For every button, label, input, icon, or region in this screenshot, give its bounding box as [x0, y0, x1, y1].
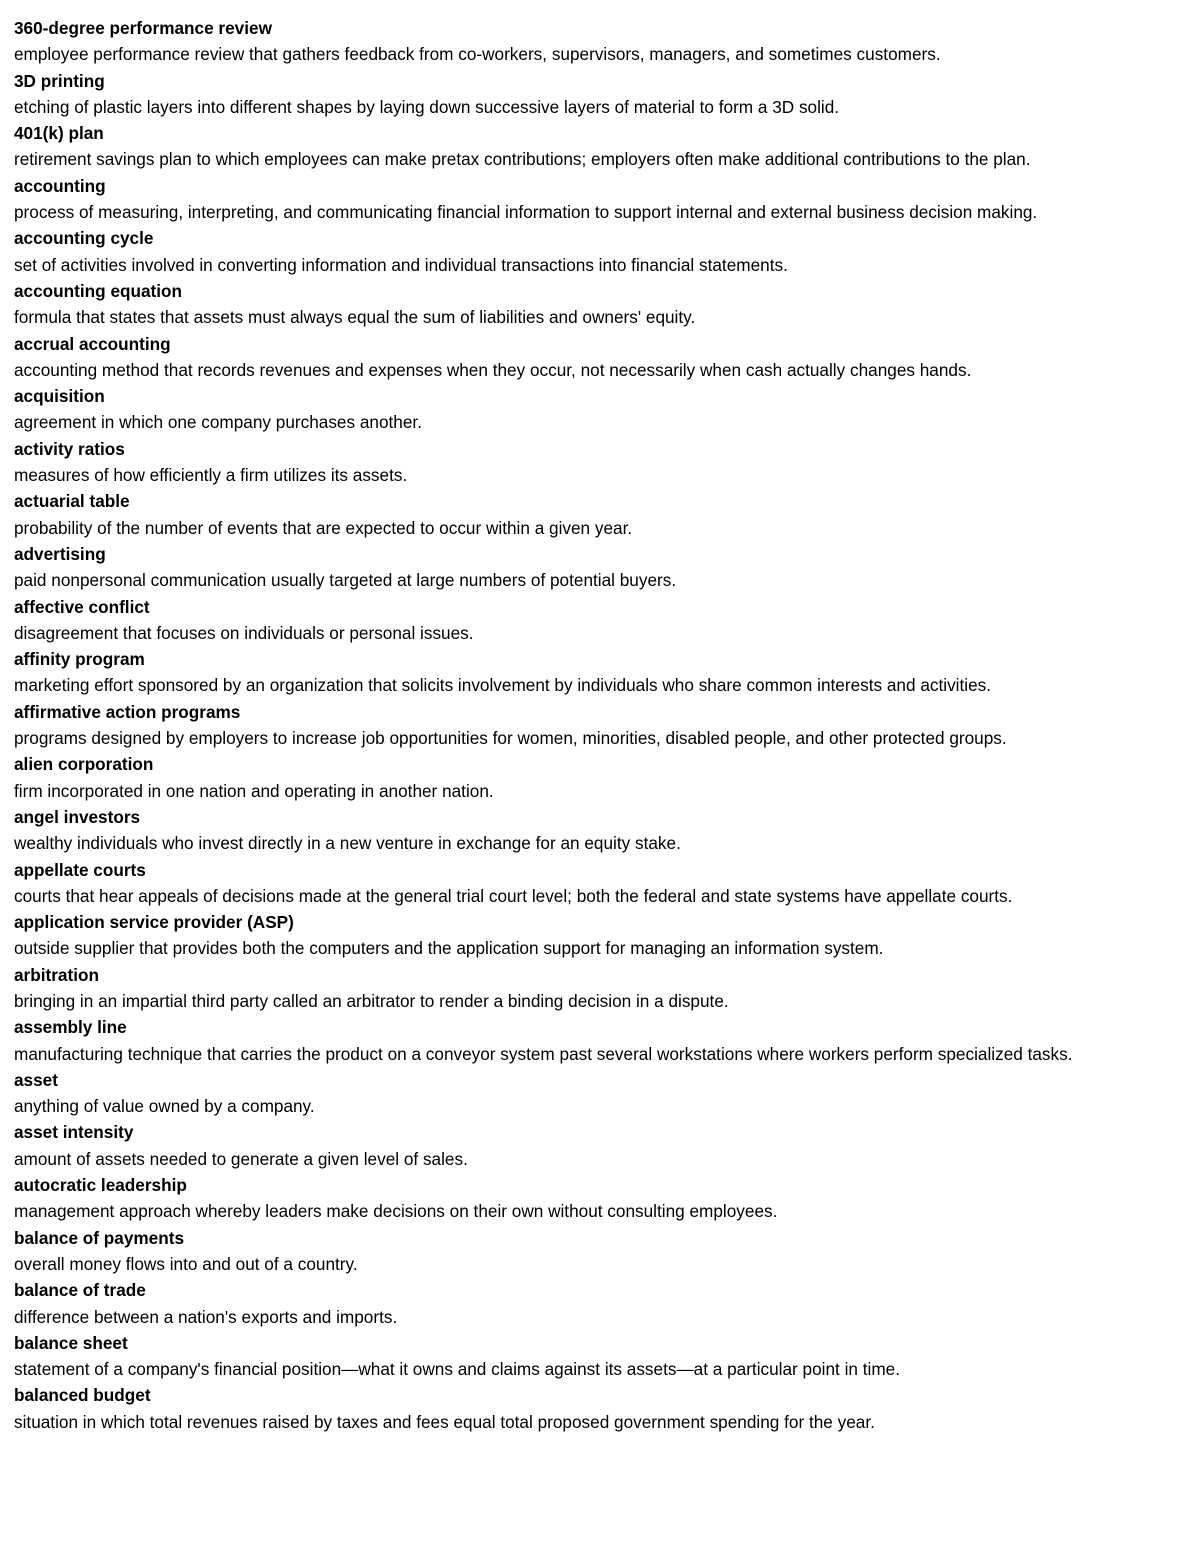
glossary-definition: courts that hear appeals of decisions made at the general trial court level; both the federal and state systems have appellate courts.: [14, 885, 1013, 906]
glossary-entry: [14, 1277, 1186, 1330]
glossary-term: angel investors: [14, 806, 141, 827]
glossary-entry: [14, 1382, 1186, 1435]
glossary-definition: overall money flows into and out of a country.: [14, 1253, 358, 1274]
glossary-term: affective conflict: [14, 596, 150, 617]
glossary-entry: [14, 1172, 1186, 1225]
glossary-term: arbitration: [14, 964, 99, 985]
glossary-definition: bringing in an impartial third party called an arbitrator to render a binding decision in a dispute.: [14, 990, 729, 1011]
glossary-definition: paid nonpersonal communication usually targeted at large numbers of potential buyers.: [14, 570, 677, 591]
glossary-entry: [14, 1119, 1186, 1172]
glossary-entry: [14, 857, 1186, 910]
glossary-definition: management approach whereby leaders make decisions on their own without consulting employees.: [14, 1201, 778, 1222]
glossary-definition: process of measuring, interpreting, and communicating financial information to support internal and external business decision making.: [14, 202, 1038, 223]
glossary-term: actuarial table: [14, 491, 130, 512]
glossary-entry: [14, 804, 1186, 857]
glossary-term: 401(k) plan: [14, 123, 104, 144]
glossary-term: 360-degree performance review: [14, 18, 272, 38]
glossary-entry: [14, 1014, 1186, 1067]
glossary-definition: outside supplier that provides both the computers and the application support for managing an information system.: [14, 938, 884, 959]
glossary-definition: manufacturing technique that carries the product on a conveyor system past several workstations where workers perform specialized tasks.: [14, 1043, 1073, 1064]
glossary-entry: [14, 278, 1186, 331]
glossary-term: balanced budget: [14, 1385, 151, 1406]
glossary-entry: [14, 751, 1186, 804]
glossary-definition: disagreement that focuses on individuals or personal issues.: [14, 622, 474, 643]
glossary-term: accounting cycle: [14, 228, 154, 249]
glossary-entry: [14, 173, 1186, 226]
glossary-term: acquisition: [14, 386, 105, 407]
glossary-definition: accounting method that records revenues and expenses when they occur, not necessarily when cash actually changes hands.: [14, 359, 972, 380]
glossary-term: accounting: [14, 175, 106, 196]
glossary-definition: statement of a company's financial position—what it owns and claims against its assets—at a particular point in time.: [14, 1359, 900, 1380]
glossary-definition: etching of plastic layers into different shapes by laying down successive layers of material to form a 3D solid.: [14, 96, 840, 117]
glossary-term: autocratic leadership: [14, 1175, 187, 1196]
glossary-definition: firm incorporated in one nation and operating in another nation.: [14, 780, 494, 801]
glossary-term: accounting equation: [14, 280, 183, 301]
glossary-term: assembly line: [14, 1017, 127, 1038]
glossary-definition: programs designed by employers to increase job opportunities for women, minorities, disabled people, and other protected groups.: [14, 728, 1007, 749]
glossary-entry: [14, 909, 1186, 962]
glossary-entry: [14, 225, 1186, 278]
glossary-entry: [14, 646, 1186, 699]
glossary-definition: difference between a nation's exports and imports.: [14, 1306, 398, 1327]
glossary-term: appellate courts: [14, 859, 146, 880]
glossary-term: advertising: [14, 543, 106, 564]
glossary-definition: retirement savings plan to which employees can make pretax contributions; employers often make additional contributions to the plan.: [14, 149, 1031, 170]
glossary-entry: [14, 383, 1186, 436]
glossary-entry: [14, 962, 1186, 1015]
glossary-definition: situation in which total revenues raised by taxes and fees equal total proposed government spending for the year.: [14, 1411, 875, 1432]
glossary-definition: agreement in which one company purchases another.: [14, 412, 422, 433]
glossary-term: balance of trade: [14, 1280, 146, 1301]
glossary-term: activity ratios: [14, 438, 125, 459]
glossary-definition: formula that states that assets must always equal the sum of liabilities and owners' equity.: [14, 307, 696, 328]
glossary-definition: measures of how efficiently a firm utilizes its assets.: [14, 465, 408, 486]
glossary-definition: marketing effort sponsored by an organization that solicits involvement by individuals who share common interests and activities.: [14, 675, 992, 696]
glossary-entry: [14, 15, 1186, 68]
glossary-entry: [14, 436, 1186, 489]
glossary-definition: set of activities involved in converting information and individual transactions into financial statements.: [14, 254, 788, 275]
glossary-term: 3D printing: [14, 70, 105, 91]
glossary-term: balance sheet: [14, 1332, 128, 1353]
glossary-term: application service provider (ASP): [14, 912, 294, 933]
glossary-term: asset: [14, 1069, 58, 1090]
glossary-definition: amount of assets needed to generate a given level of sales.: [14, 1148, 468, 1169]
glossary-entry: [14, 120, 1186, 173]
glossary-entry: [14, 1067, 1186, 1120]
glossary-definition: probability of the number of events that are expected to occur within a given year.: [14, 517, 633, 538]
glossary-entry: [14, 1225, 1186, 1278]
glossary-entry: [14, 488, 1186, 541]
glossary-definition: wealthy individuals who invest directly in a new venture in exchange for an equity stake.: [14, 833, 681, 854]
glossary-entry: [14, 699, 1186, 752]
glossary-term: accrual accounting: [14, 333, 171, 354]
glossary-entry: [14, 1330, 1186, 1383]
glossary-entry: [14, 68, 1186, 121]
glossary-definition: anything of value owned by a company.: [14, 1096, 315, 1117]
glossary-entry: [14, 541, 1186, 594]
glossary-term: asset intensity: [14, 1122, 134, 1143]
glossary-term: alien corporation: [14, 754, 154, 775]
glossary-definition: employee performance review that gathers feedback from co-workers, supervisors, managers, and sometimes customers.: [14, 44, 941, 65]
glossary-term: balance of payments: [14, 1227, 185, 1248]
glossary-entry: [14, 331, 1186, 384]
glossary-term: affirmative action programs: [14, 701, 241, 722]
glossary-entry: [14, 594, 1186, 647]
glossary-list: [14, 15, 1186, 1435]
glossary-term: affinity program: [14, 649, 145, 670]
